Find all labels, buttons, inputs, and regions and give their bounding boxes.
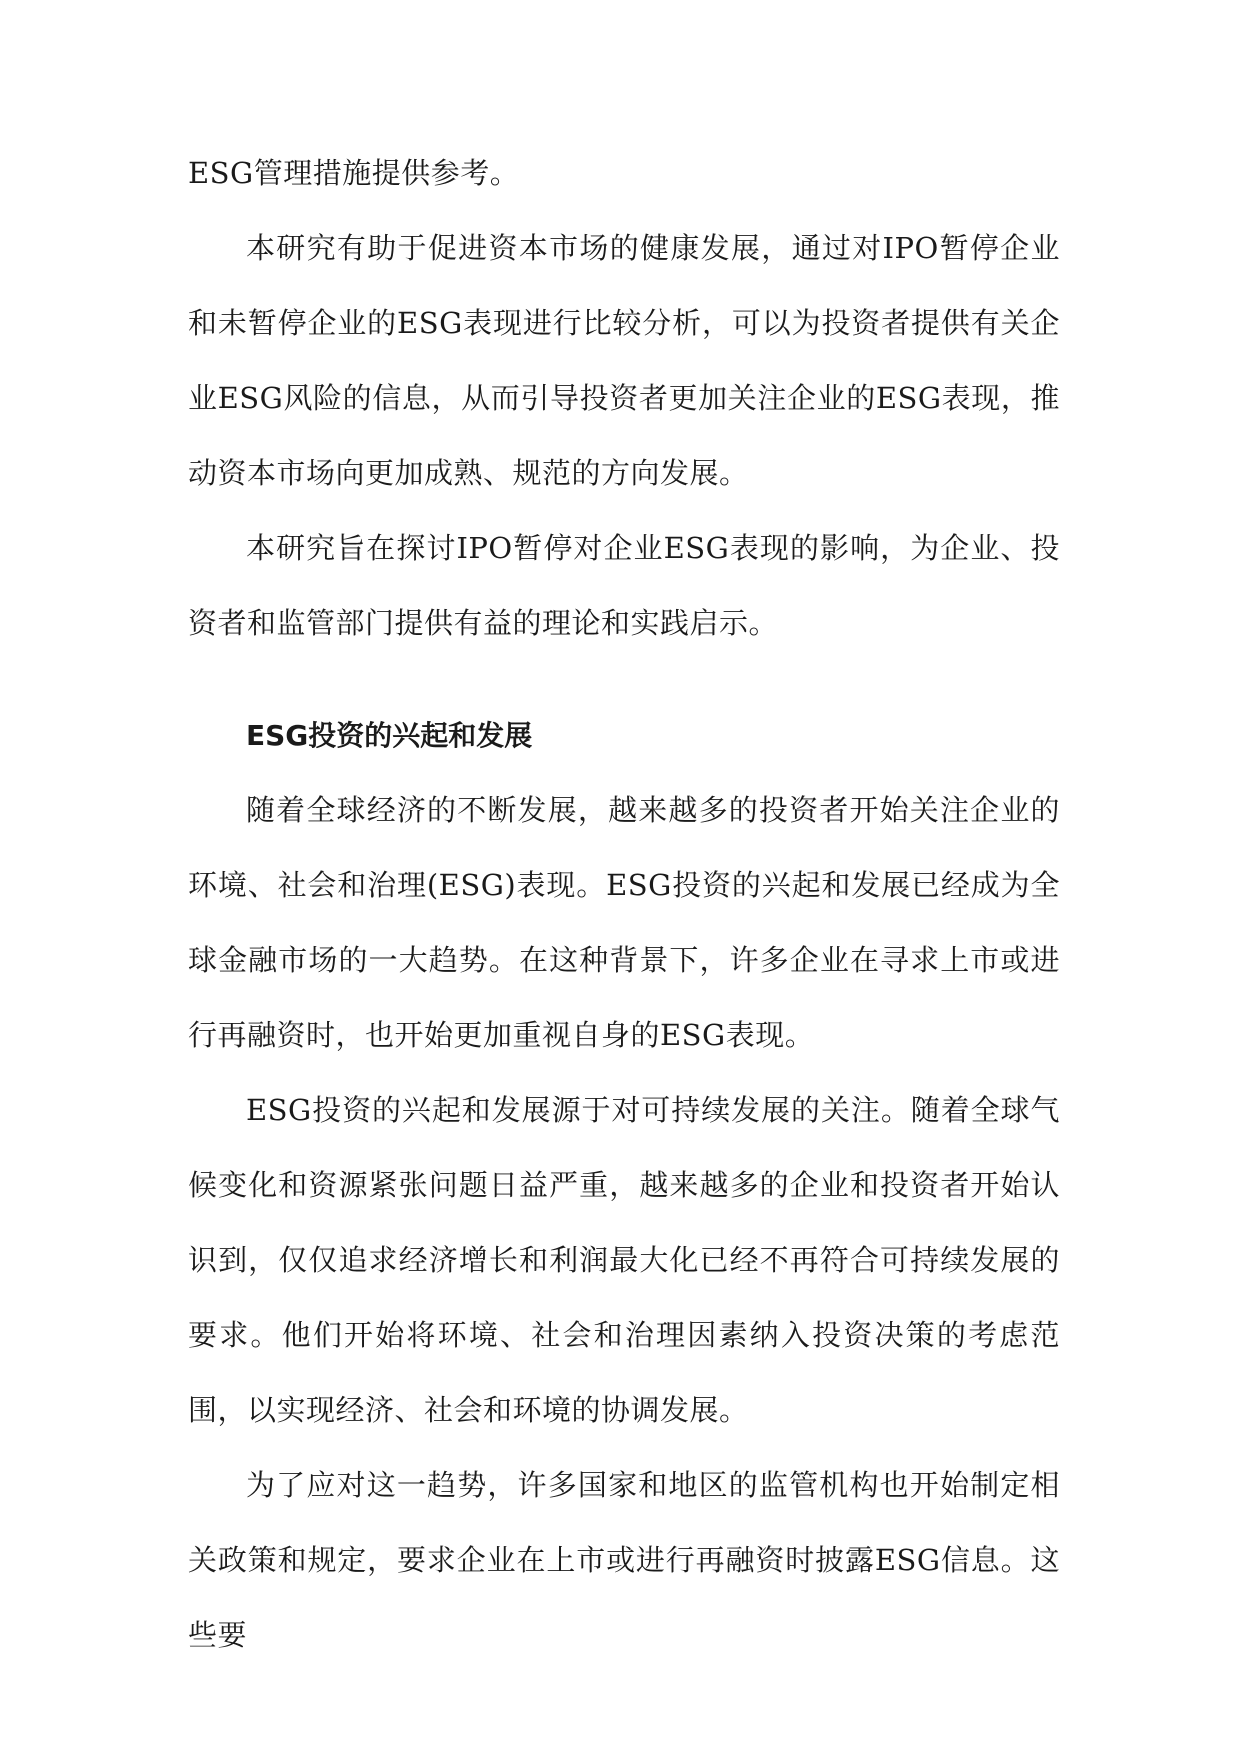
paragraph-esg-trend: 随着全球经济的不断发展，越来越多的投资者开始关注企业的环境、社会和治理(ESG)表现。ESG投资的兴起和发展已经成为全球金融市场的一大趋势。在这种背景下，许多企业在寻求上市或进行再融资时，也开始更加重视自身的ESG表现。 (188, 793, 1060, 1052)
paragraph-continuation: ESG管理措施提供参考。 (188, 156, 520, 190)
paragraph-esg-origin: ESG投资的兴起和发展源于对可持续发展的关注。随着全球气候变化和资源紧张问题日益严重，越来越多的企业和投资者开始认识到，仅仅追求经济增长和利润最大化已经不再符合可持续发展的要求。他们开始将环境、社会和治理因素纳入投资决策的考虑范围，以实现经济、社会和环境的协调发展。 (188, 1093, 1060, 1427)
paragraph-research-aim: 本研究旨在探讨IPO暂停对企业ESG表现的影响，为企业、投资者和监管部门提供有益的理论和实践启示。 (188, 531, 1060, 640)
paragraph-research-significance: 本研究有助于促进资本市场的健康发展，通过对IPO暂停企业和未暂停企业的ESG表现进行比较分析，可以为投资者提供有关企业ESG风险的信息，从而引导投资者更加关注企业的ESG表现，推动资本市场向更加成熟、规范的方向发展。 (188, 231, 1060, 490)
text-body (188, 136, 1060, 1673)
paragraph-esg-regulation: 为了应对这一趋势，许多国家和地区的监管机构也开始制定相关政策和规定，要求企业在上市或进行再融资时披露ESG信息。这些要 (188, 1468, 1060, 1652)
section-heading: ESG投资的兴起和发展 (246, 719, 533, 752)
